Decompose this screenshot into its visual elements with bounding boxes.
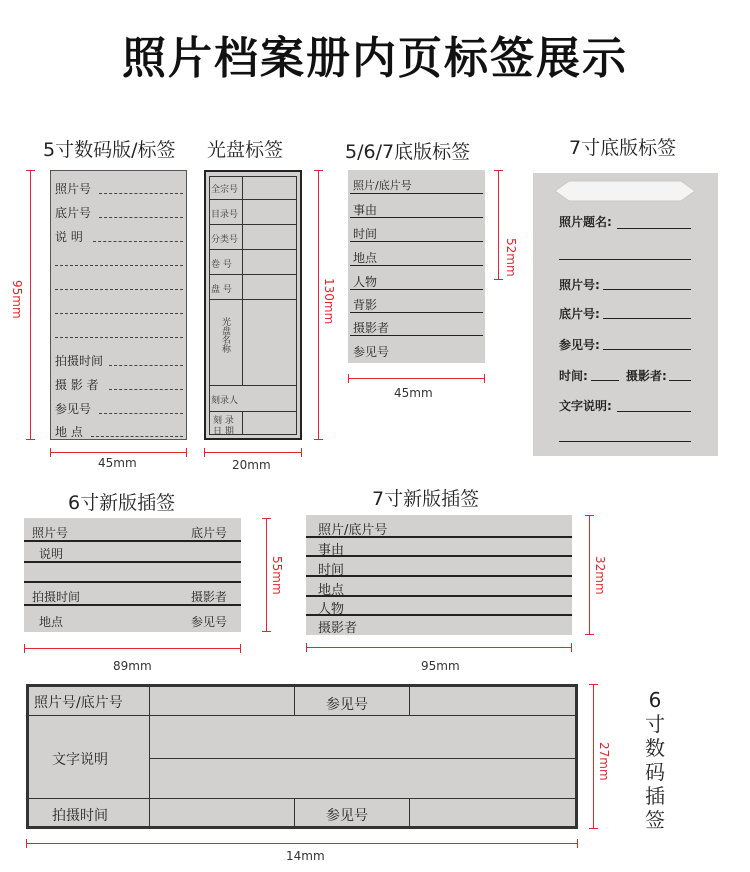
dim-tick bbox=[585, 634, 594, 635]
field-label: 时间: bbox=[559, 369, 588, 383]
field-line bbox=[603, 349, 691, 350]
field-line bbox=[109, 389, 183, 390]
tab-slot-icon bbox=[555, 179, 695, 203]
field-line bbox=[109, 365, 183, 366]
field-line bbox=[350, 241, 483, 242]
field-line bbox=[55, 313, 183, 314]
field-label: 底片号 bbox=[55, 206, 92, 220]
cell bbox=[149, 798, 295, 827]
dim-tick bbox=[484, 374, 485, 383]
dim-tick bbox=[204, 448, 205, 457]
cd-row-line bbox=[209, 385, 297, 386]
dim-line-h bbox=[24, 648, 241, 649]
field-label: 照片/底片号 bbox=[318, 523, 388, 538]
cell bbox=[409, 686, 576, 716]
field-line bbox=[350, 265, 483, 266]
dim-width-label: 45mm bbox=[98, 456, 137, 470]
dim-height-label: 52mm bbox=[504, 238, 518, 277]
cd-row-line bbox=[209, 199, 297, 200]
field-label: 时间 bbox=[318, 563, 345, 578]
field-label: 摄影者 bbox=[353, 321, 390, 335]
dim-tick bbox=[301, 448, 302, 457]
dim-tick bbox=[577, 839, 578, 848]
label-6new-title: 6寸新版插签 bbox=[68, 492, 176, 514]
field-line bbox=[55, 337, 183, 338]
field-line bbox=[559, 259, 691, 260]
field-label: 分类号 bbox=[211, 235, 239, 245]
field-label: 地点 bbox=[353, 251, 378, 265]
field-line bbox=[24, 561, 241, 563]
field-label: 地点 bbox=[318, 583, 345, 598]
dim-line-v bbox=[593, 684, 594, 829]
field-label: 人物 bbox=[353, 275, 378, 289]
field-line bbox=[24, 540, 241, 542]
field-label: 文字说明: bbox=[559, 399, 612, 413]
field-label: 摄影者 bbox=[191, 590, 228, 604]
field-line bbox=[99, 413, 183, 414]
cell bbox=[149, 686, 295, 716]
dim-width-label: 95mm bbox=[421, 659, 460, 673]
label-cd-title: 光盘标签 bbox=[207, 139, 284, 161]
field-label: 说明 bbox=[39, 547, 64, 561]
dim-line-v bbox=[589, 515, 590, 635]
field-label: 刻录人 bbox=[211, 396, 239, 406]
dim-line-v bbox=[498, 170, 499, 280]
field-label: 事由 bbox=[318, 543, 345, 558]
dim-line-v bbox=[266, 518, 267, 632]
cd-row-line bbox=[209, 249, 297, 250]
field-label: 照片/底片号 bbox=[353, 179, 412, 192]
field-line bbox=[617, 228, 691, 229]
dim-tick bbox=[494, 170, 503, 171]
field-line bbox=[591, 380, 619, 381]
dim-line-h bbox=[306, 647, 572, 648]
field-line bbox=[603, 318, 691, 319]
label-6digital-title: 6寸数码插签 bbox=[645, 688, 665, 832]
dim-tick bbox=[589, 684, 598, 685]
field-line bbox=[350, 193, 483, 194]
dim-tick bbox=[26, 170, 35, 171]
field-line bbox=[350, 217, 483, 218]
label-5inch-card bbox=[50, 170, 187, 440]
label-7new-card bbox=[306, 515, 572, 635]
label-567-card bbox=[348, 170, 485, 363]
field-label: 文字说明 bbox=[52, 752, 108, 768]
dim-tick bbox=[26, 839, 27, 848]
dim-width-label: 89mm bbox=[113, 659, 152, 673]
field-label: 刻 录 bbox=[213, 416, 234, 426]
field-label: 全宗号 bbox=[211, 185, 239, 195]
field-line bbox=[669, 380, 691, 381]
cd-row-line bbox=[209, 274, 297, 275]
field-label: 人物 bbox=[318, 602, 345, 617]
field-label: 时间 bbox=[353, 227, 378, 241]
dim-tick bbox=[585, 515, 594, 516]
dim-tick bbox=[589, 828, 598, 829]
field-label: 照片号 bbox=[32, 526, 69, 540]
label-7new-title: 7寸新版插签 bbox=[372, 488, 480, 510]
field-label: 事由 bbox=[353, 203, 378, 217]
field-line bbox=[306, 555, 572, 557]
label-7base-card bbox=[533, 173, 718, 456]
cd-col-divider bbox=[242, 176, 243, 386]
field-label: 卷 号 bbox=[211, 260, 232, 270]
cell bbox=[149, 758, 576, 799]
dim-tick bbox=[314, 170, 323, 171]
field-label: 光盘名称 bbox=[220, 317, 230, 353]
field-label: 背影 bbox=[353, 298, 378, 312]
dim-tick bbox=[494, 279, 503, 280]
field-line bbox=[559, 441, 691, 442]
dim-tick bbox=[571, 643, 572, 652]
dim-height-label: 27mm bbox=[597, 742, 611, 781]
field-line bbox=[24, 604, 241, 606]
field-label: 底片号 bbox=[191, 526, 228, 540]
cell bbox=[409, 798, 576, 827]
label-7base-title: 7寸底版标签 bbox=[569, 137, 677, 159]
field-line bbox=[24, 581, 241, 583]
dim-width-label: 14mm bbox=[286, 849, 325, 863]
label-6new-card bbox=[24, 518, 241, 632]
field-line bbox=[55, 265, 183, 266]
field-label: 参见号 bbox=[191, 615, 228, 629]
field-label: 地 点 bbox=[55, 425, 83, 439]
dim-tick bbox=[262, 518, 271, 519]
field-line bbox=[617, 411, 691, 412]
field-label: 参见号: bbox=[559, 338, 600, 352]
field-label: 目录号 bbox=[211, 210, 239, 220]
field-line bbox=[350, 289, 483, 290]
field-label: 地点 bbox=[39, 615, 64, 629]
field-label: 参见号 bbox=[326, 808, 368, 824]
field-label: 照片号 bbox=[55, 182, 92, 196]
label-5inch-title: 5寸数码版/标签 bbox=[43, 139, 176, 161]
dim-tick bbox=[24, 644, 25, 653]
cd-row-line bbox=[209, 224, 297, 225]
dim-tick bbox=[186, 448, 187, 457]
dim-tick bbox=[50, 448, 51, 457]
dim-tick bbox=[262, 631, 271, 632]
field-label: 摄 影 者 bbox=[55, 378, 99, 392]
field-label: 拍摄时间 bbox=[55, 354, 104, 368]
label-cd-card bbox=[204, 170, 302, 440]
field-line bbox=[350, 312, 483, 313]
label-567-title: 5/6/7底版标签 bbox=[345, 141, 471, 163]
dim-tick bbox=[26, 439, 35, 440]
field-label: 参见号 bbox=[353, 345, 390, 359]
dim-line-h bbox=[348, 378, 485, 379]
dim-tick bbox=[348, 374, 349, 383]
field-label: 拍摄时间 bbox=[32, 590, 81, 604]
field-line bbox=[99, 193, 183, 194]
field-label: 照片题名: bbox=[559, 215, 612, 229]
field-line bbox=[55, 289, 183, 290]
dim-height-label: 95mm bbox=[10, 280, 24, 319]
field-label: 参见号 bbox=[326, 697, 368, 713]
page-title: 照片档案册内页标签展示 bbox=[122, 33, 628, 84]
dim-height-label: 130mm bbox=[322, 278, 336, 325]
field-line bbox=[91, 436, 183, 437]
dim-tick bbox=[306, 643, 307, 652]
field-label: 盘 号 bbox=[211, 285, 232, 295]
dim-height-label: 32mm bbox=[593, 556, 607, 595]
field-label: 照片号/底片号 bbox=[34, 695, 123, 711]
field-label: 说 明 bbox=[55, 230, 83, 244]
field-label: 照片号: bbox=[559, 278, 600, 292]
dim-line-v bbox=[30, 170, 31, 440]
cd-row-line bbox=[209, 299, 297, 300]
dim-tick bbox=[240, 644, 241, 653]
field-label: 摄影者: bbox=[626, 369, 667, 383]
field-line bbox=[306, 614, 572, 616]
dim-tick bbox=[314, 439, 323, 440]
cd-col-divider bbox=[242, 412, 243, 435]
field-line bbox=[306, 536, 572, 538]
dim-line-h bbox=[204, 452, 302, 453]
dim-line-h bbox=[26, 843, 578, 844]
field-line bbox=[603, 289, 691, 290]
dim-line-v bbox=[318, 170, 319, 440]
field-line bbox=[306, 575, 572, 577]
field-line bbox=[93, 241, 183, 242]
field-line bbox=[99, 217, 183, 218]
dim-width-label: 45mm bbox=[394, 386, 433, 400]
dim-height-label: 55mm bbox=[270, 556, 284, 595]
dim-line-h bbox=[50, 452, 187, 453]
dim-width-label: 20mm bbox=[232, 458, 271, 472]
field-label: 参见号 bbox=[55, 402, 92, 416]
cd-row-line bbox=[209, 411, 297, 412]
field-line bbox=[306, 595, 572, 597]
cell bbox=[149, 715, 576, 759]
label-6digital-card bbox=[26, 684, 578, 829]
field-line bbox=[350, 335, 483, 336]
field-label: 拍摄时间 bbox=[52, 808, 108, 824]
field-label: 日 期 bbox=[213, 427, 234, 437]
field-label: 底片号: bbox=[559, 307, 600, 321]
field-label: 摄影者 bbox=[318, 621, 358, 636]
